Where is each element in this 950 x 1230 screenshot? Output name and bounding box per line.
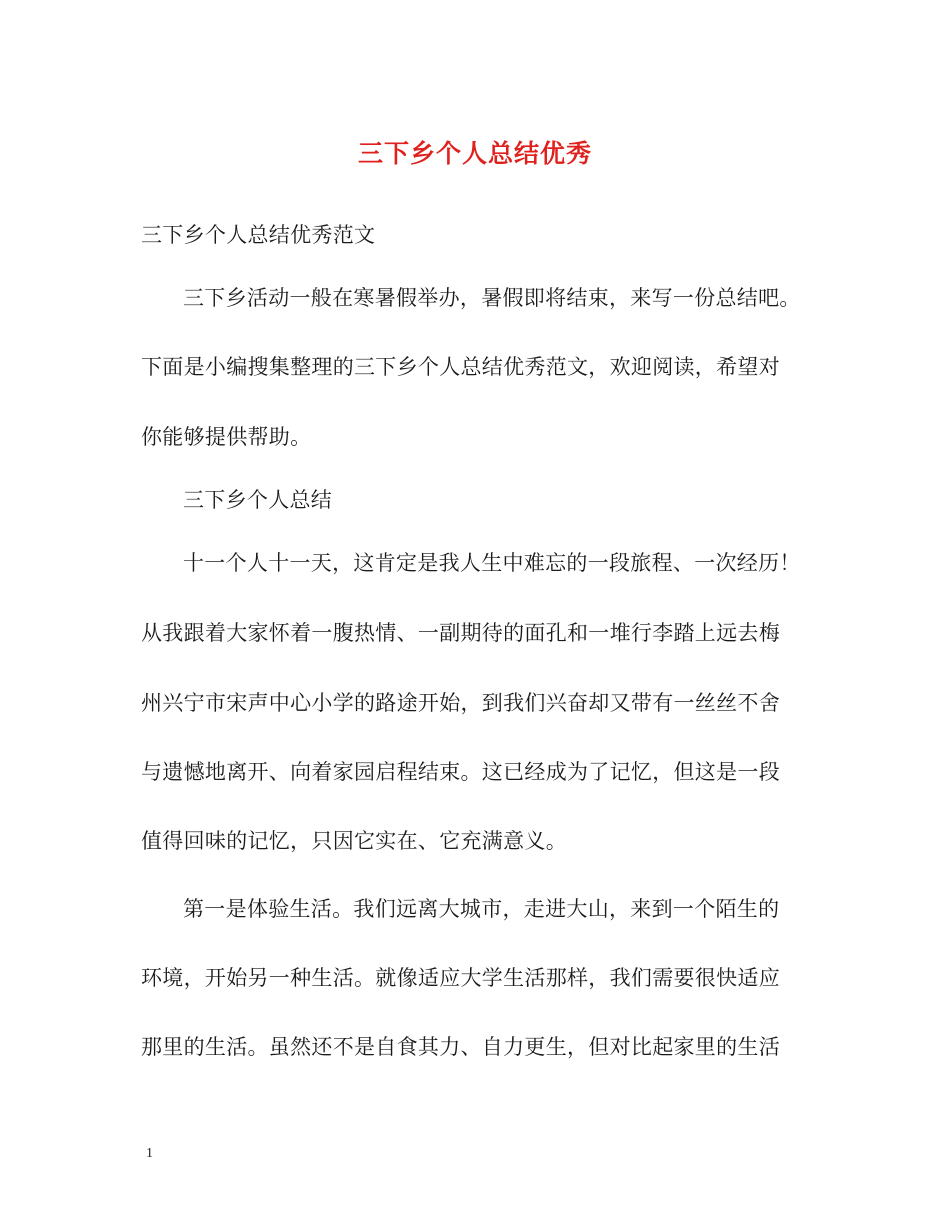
page-number: 1: [146, 1146, 153, 1161]
paragraph-line: 值得回味的记忆，只因它实在、它充满意义。: [141, 829, 567, 853]
paragraph-line: 十一个人十一天，这肯定是我人生中难忘的一段旅程、一次经历！: [183, 551, 801, 575]
paragraph-line: 那里的生活。虽然还不是自食其力、自力更生，但对比起家里的生活: [141, 1035, 780, 1059]
section-heading: 三下乡个人总结: [183, 488, 333, 512]
paragraph-line: 与遗憾地离开、向着家园启程结束。这已经成为了记忆，但这是一段: [141, 760, 780, 784]
paragraph-line: 州兴宁市宋声中心小学的路途开始，到我们兴奋却又带有一丝丝不舍: [141, 691, 780, 715]
paragraph-line: 你能够提供帮助。: [141, 425, 312, 449]
paragraph-line: 环境，开始另一种生活。就像适应大学生活那样，我们需要很快适应: [141, 966, 780, 990]
subtitle-line: 三下乡个人总结优秀范文: [141, 223, 376, 247]
paragraph-line: 第一是体验生活。我们远离大城市，走进大山，来到一个陌生的: [183, 897, 780, 921]
paragraph-line: 下面是小编搜集整理的三下乡个人总结优秀范文，欢迎阅读，希望对: [141, 355, 780, 379]
paragraph-line: 从我跟着大家怀着一腹热情、一副期待的面孔和一堆行李踏上远去梅: [141, 621, 780, 645]
paragraph-line: 三下乡活动一般在寒暑假举办，暑假即将结束，来写一份总结吧。: [183, 286, 801, 310]
document-title: 三下乡个人总结优秀: [357, 139, 592, 168]
